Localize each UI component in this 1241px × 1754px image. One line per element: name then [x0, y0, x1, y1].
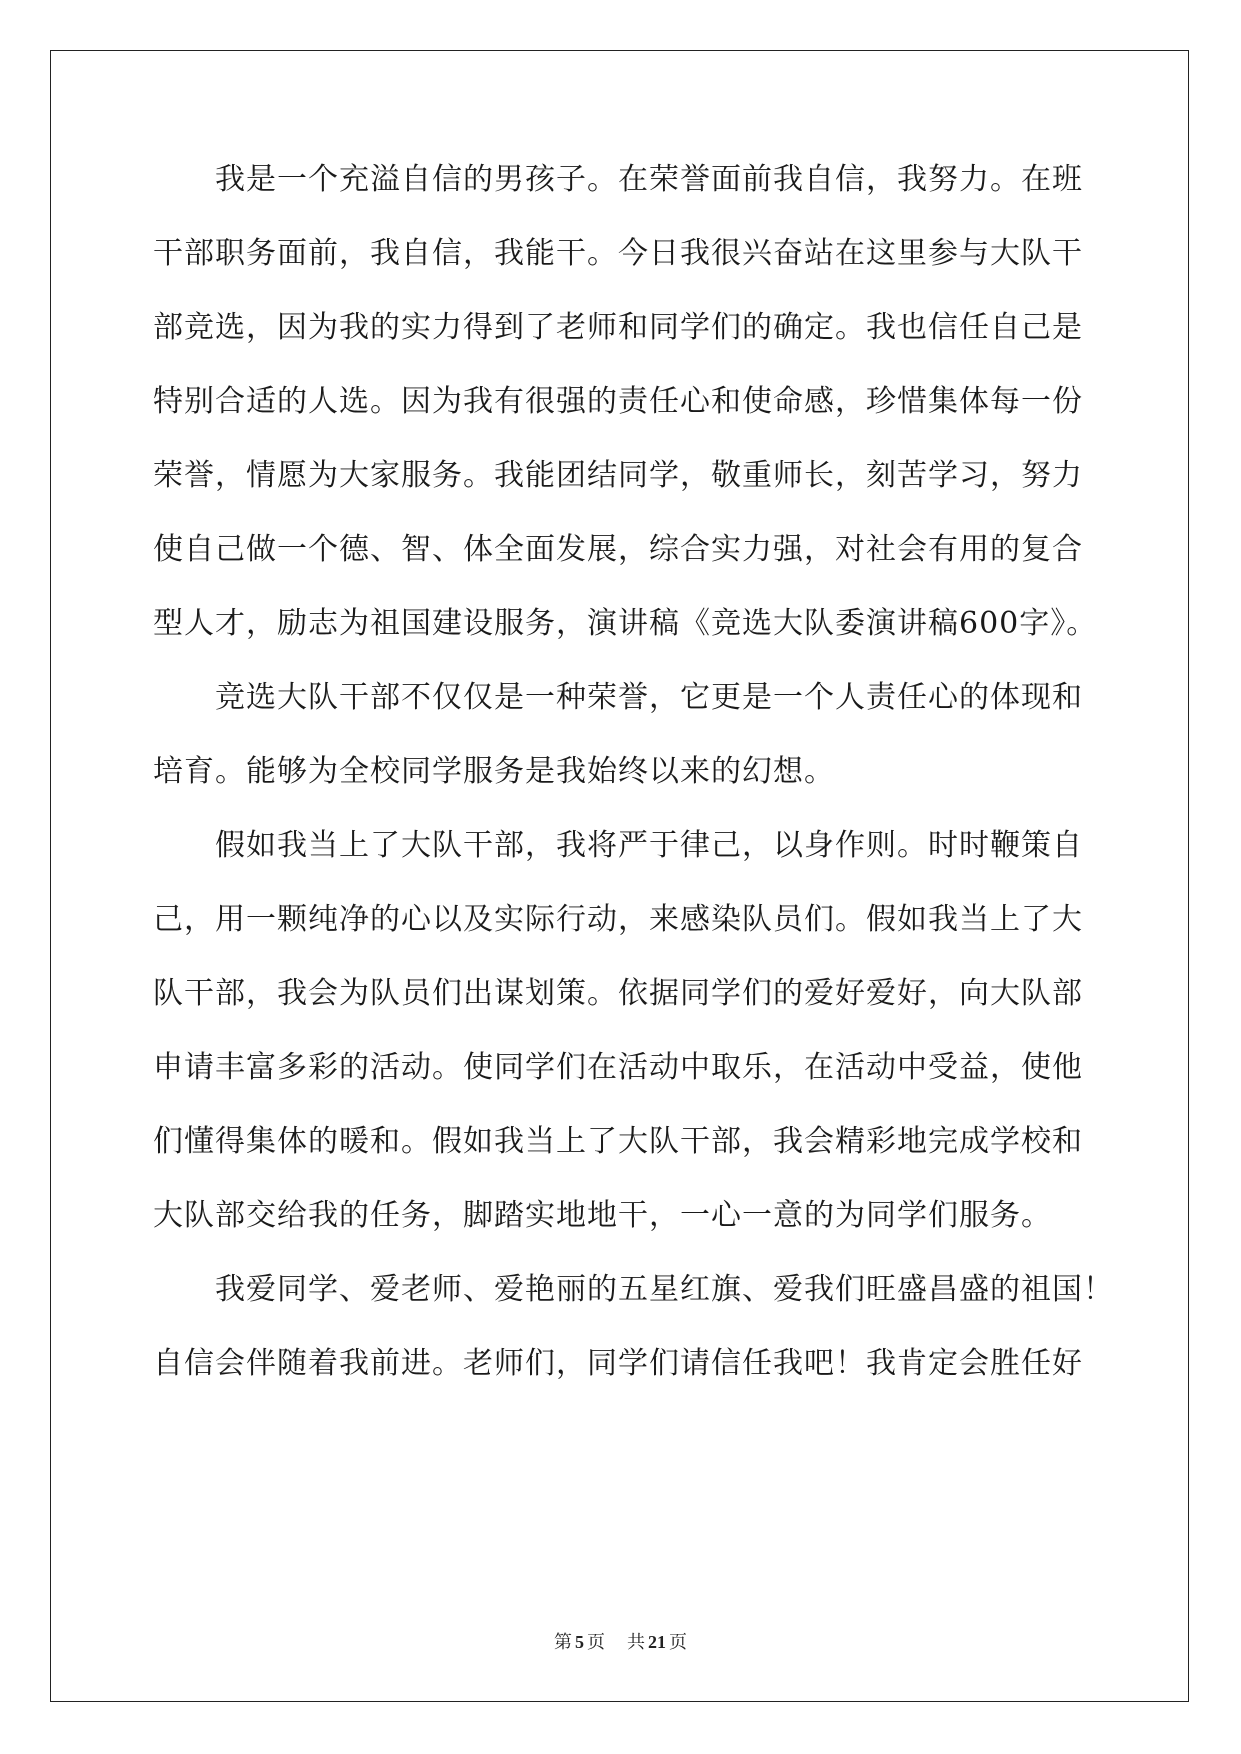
text-line: 竞选大队干部不仅仅是一种荣誉，它更是一个人责任心的体现和: [215, 680, 1083, 715]
text-line: 大队部交给我的任务，脚踏实地地干，一心一意的为同学们服务。: [153, 1198, 1052, 1233]
footer-page-suffix: 页: [587, 1632, 605, 1652]
text-line: 己，用一颗纯净的心以及实际行动，来感染队员们。假如我当上了大: [153, 902, 1083, 937]
text-line: 我爱同学、爱老师、爱艳丽的五星红旗、爱我们旺盛昌盛的祖国！: [215, 1272, 1114, 1307]
text-line: 特别合适的人选。因为我有很强的责任心和使命感，珍惜集体每一份: [153, 384, 1083, 419]
page-border: [50, 50, 1189, 1702]
text-line: 队干部，我会为队员们出谋划策。依据同学们的爱好爱好，向大队部: [153, 976, 1083, 1011]
text-line: 培育。能够为全校同学服务是我始终以来的幻想。: [153, 754, 835, 789]
footer-total-suffix: 页: [669, 1632, 687, 1652]
text-line: 我是一个充溢自信的男孩子。在荣誉面前我自信，我努力。在班: [215, 162, 1083, 197]
text-line: 假如我当上了大队干部，我将严于律己，以身作则。时时鞭策自: [215, 828, 1083, 863]
text-line: 自信会伴随着我前进。老师们，同学们请信任我吧！我肯定会胜任好: [153, 1346, 1083, 1381]
text-line: 使自己做一个德、智、体全面发展，综合实力强，对社会有用的复合: [153, 532, 1083, 567]
text-line: 型人才，励志为祖国建设服务，演讲稿《竞选大队委演讲稿600字》。: [153, 606, 1098, 641]
text-line: 干部职务面前，我自信，我能干。今日我很兴奋站在这里参与大队干: [153, 236, 1083, 271]
footer-total-prefix: 共: [627, 1632, 645, 1652]
text-line: 们懂得集体的暖和。假如我当上了大队干部，我会精彩地完成学校和: [153, 1124, 1083, 1159]
footer-current-page: 5: [575, 1632, 584, 1652]
footer-page-prefix: 第: [554, 1632, 572, 1652]
text-line: 部竞选，因为我的实力得到了老师和同学们的确定。我也信任自己是: [153, 310, 1083, 345]
text-line: 荣誉，情愿为大家服务。我能团结同学，敬重师长，刻苦学习，努力: [153, 458, 1083, 493]
text-line: 申请丰富多彩的活动。使同学们在活动中取乐，在活动中受益，使他: [153, 1050, 1083, 1085]
page-number-footer: [0, 1630, 1241, 1654]
footer-total-pages: 21: [648, 1632, 666, 1652]
